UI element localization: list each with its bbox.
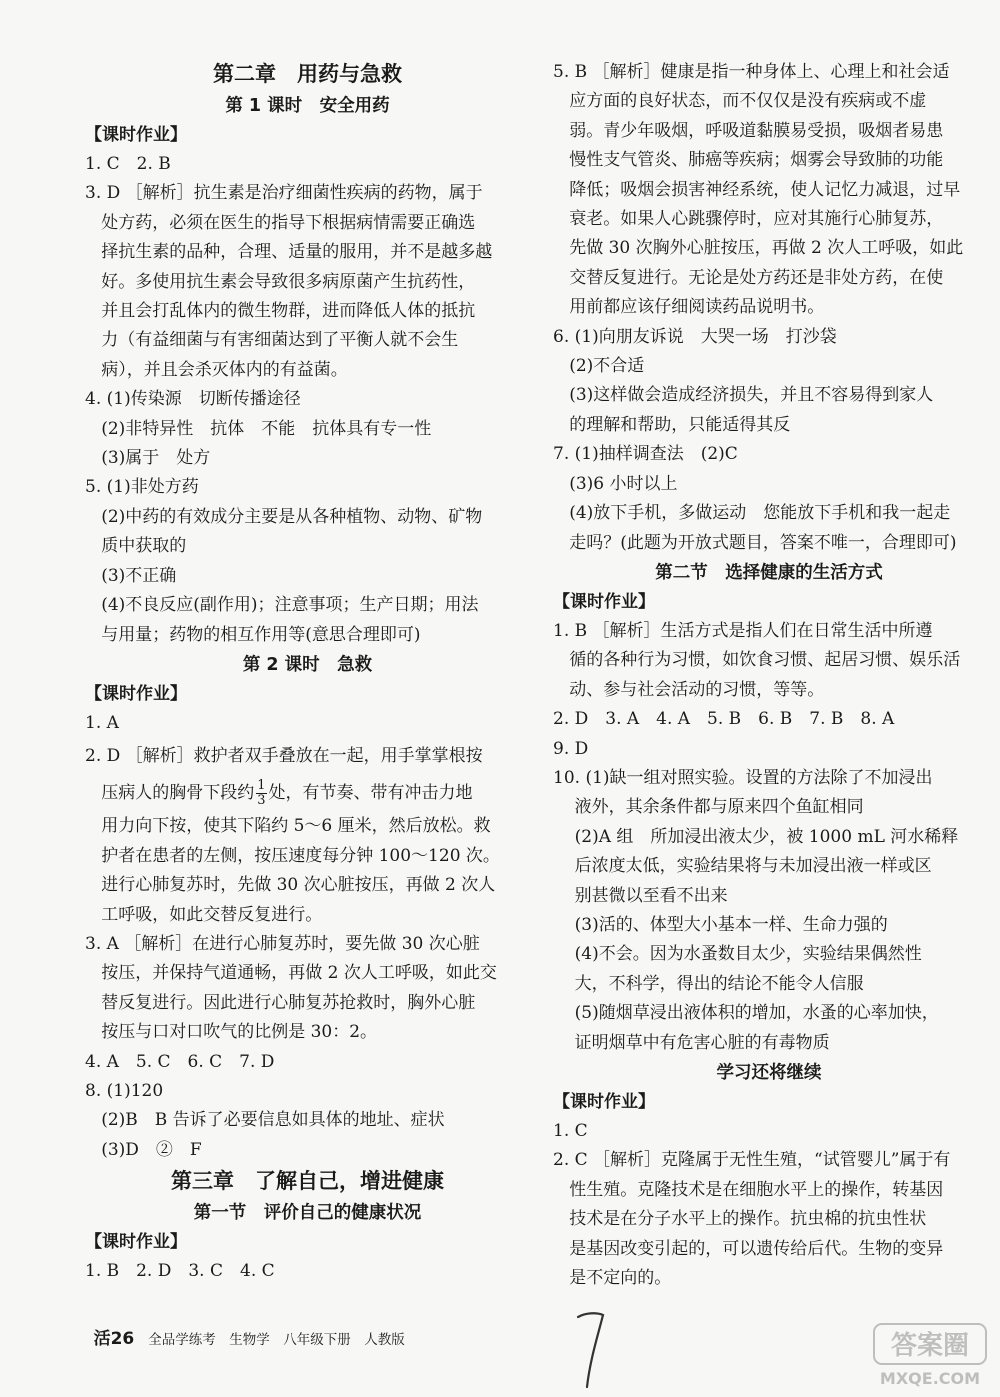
answer-line: 10. (1)缺一组对照实验。设置的方法除了不加浸出 [553,767,933,788]
fraction-numerator: 1 [257,778,266,794]
answer-line: 2. D ［解析］救护者双手叠放在一起，用手掌掌根按 [85,746,483,767]
answer-line: 处方药，必须在医生的指导下根据病情需要正确选 [85,212,476,233]
answer-line: 1. C 2. B [85,154,171,174]
answer-line: 4. A 5. C 6. C 7. D [85,1051,275,1072]
answer-line: (3)D ② F [85,1139,202,1160]
right-column [553,58,985,1293]
answer-line: (3)这样做会造成经济损失，并且不容易得到家人 [553,385,934,406]
answer-line: 应方面的良好状态，而不仅仅是没有疾病或不虚 [553,91,927,112]
answer-line: (2)A 组 所加浸出液太少，被 1000 mL 河水稀释 [553,826,959,847]
page-footer [85,1308,405,1349]
answer-line: 6. (1)向朋友诉说 大哭一场 打沙袋 [553,326,837,347]
answer-line: 用力向下按，使其下陷约 5～6 厘米，然后放松。救 [85,816,491,837]
answer-text: 压病人的胸骨下段约 [85,783,255,804]
answer-line: 3. A ［解析］在进行心肺复苏时，要先做 30 次心脏 [85,933,480,954]
svg-text:MXQE.COM: MXQE.COM [879,1369,981,1388]
answer-line: 8. (1)120 [85,1080,164,1101]
answer-line: 别甚微以至看不出来 [553,885,728,906]
answer-line: 慢性支气管炎、肺癌等疾病；烟雾会导致肺的功能 [553,150,944,171]
section-label: 【课时作业】 [85,125,187,145]
chapter-title: 第二章 用药与急救 [213,62,402,86]
answer-line: 2. D 3. A 4. A 5. B 6. B 7. B 8. A [553,709,895,730]
answer-line: 5. B ［解析］健康是指一种身体上、心理上和社会适 [553,62,950,82]
answer-line: (2)中药的有效成分主要是从各种植物、动物、矿物 [85,506,483,527]
answer-line: 的理解和帮助，只能适得其反 [553,414,791,435]
answer-line: 1. A [85,712,119,733]
answer-line: 衰老。如果人心跳骤停时，应对其施行心肺复苏， [553,209,944,230]
answer-line: 2. C ［解析］克隆属于无性生殖，“试管婴儿”属于有 [553,1150,951,1171]
answer-line: (3)属于 处方 [85,448,211,469]
chapter-title: 第三章 了解自己，增进健康 [171,1169,444,1194]
answer-line: (3)活的、体型大小基本一样、生命力强的 [553,914,888,935]
section-label: 【课时作业】 [553,1092,655,1112]
answer-line: 后浓度太低，实验结果将与未加浸出液一样或区 [553,856,932,877]
section-label: 【课时作业】 [85,683,187,704]
answer-text: 处，有节奏、带有冲击力地 [268,783,473,804]
answer-line: (2)不合适 [553,356,645,377]
answer-line: 并且会打乱体内的微生物群，进而降低人体的抵抗 [85,301,476,322]
answer-line-fraction [85,775,530,812]
answer-line: 循的各种行为习惯，如饮食习惯、起居习惯、娱乐活 [553,650,961,671]
answer-line: (4)不良反应(副作用)；注意事项；生产日期；用法 [85,595,479,616]
fraction-denominator: 3 [257,793,266,809]
answer-line: 护者在患者的左侧，按压速度每分钟 100～120 次。 [85,845,500,866]
answer-line: 技术是在分子水平上的操作。抗虫棉的抗虫性状 [553,1209,927,1230]
answer-line: 动、参与社会活动的习惯，等等。 [553,679,825,700]
section-label: 【课时作业】 [85,1232,187,1253]
answer-line: (4)放下手机，多做运动 您能放下手机和我一起走 [553,503,951,524]
answer-line: 证明烟草中有危害心脏的有毒物质 [553,1032,830,1053]
answer-line: (3)不正确 [85,565,177,586]
answer-line: 走吗？(此题为开放式题目，答案不唯一，合理即可) [553,532,957,553]
answer-line: 7. (1)抽样调查法 (2)C [553,444,738,465]
answer-line: (2)非特异性 抗体 不能 抗体具有专一性 [85,418,432,439]
answer-line: 择抗生素的品种，合理、适量的服用，并不是越多越 [85,242,493,263]
answer-line: 4. (1)传染源 切断传播途径 [85,389,301,410]
handwritten-seven-mark [570,1305,610,1390]
answer-line: 病），并且会杀灭体内的有益菌。 [85,359,348,380]
answer-line: 用前都应该仔细阅读药品说明书。 [553,297,825,318]
answer-line: (5)随烟草浸出液体积的增加，水蚤的心率加快， [553,1003,939,1024]
answer-line: 弱。青少年吸烟，呼吸道黏膜易受损，吸烟者易患 [553,120,944,141]
section-label: 【课时作业】 [553,591,655,612]
lesson-title: 第 2 课时 急救 [242,654,373,675]
answer-line: 质中获取的 [85,536,187,557]
page-number: 活26 [93,1329,135,1349]
answer-line: 1. C [553,1121,588,1141]
answer-line: 大，不科学，得出的结论不能令人信服 [553,973,864,994]
answer-line: (2)B B 告诉了必要信息如具体的地址、症状 [85,1110,445,1131]
answer-line: 性生殖。克隆技术是在细胞水平上的操作，转基因 [553,1179,944,1200]
answer-line: 好。多使用抗生素会导致很多病原菌产生抗药性， [85,271,476,292]
answer-line: 降低；吸烟会损害神经系统，使人记忆力减退，过早 [553,179,961,200]
answer-line: 替反复进行。因此进行心肺复苏抢救时，胸外心脏 [85,992,476,1013]
answer-line: 进行心肺复苏时，先做 30 次心脏按压，再做 2 次人 [85,875,496,896]
answer-line: 液外，其余条件都与原来四个鱼缸相同 [553,797,864,818]
answer-line: (4)不会。因为水蚤数目太少，实验结果偶然性 [553,944,922,965]
lesson-title: 第 1 课时 安全用药 [225,96,390,116]
answer-line: 先做 30 次胸外心脏按压，再做 2 次人工呼吸，如此 [553,238,964,259]
answer-line: 5. (1)非处方药 [85,477,199,498]
answer-line: 力（有益细菌与有害细菌达到了平衡人就不会生 [85,330,459,351]
answer-line: 是基因改变引起的，可以遗传给后代。生物的变异 [553,1238,944,1259]
fraction [256,779,266,808]
answer-line: 与用量；药物的相互作用等(意思合理即可) [85,624,421,645]
answer-line: 按压，并保持气道通畅，再做 2 次人工呼吸，如此交 [85,963,497,984]
answer-line: 1. B ［解析］生活方式是指人们在日常生活中所遵 [553,620,933,641]
answer-line: 按压与口对口吹气的比例是 30：2。 [85,1022,378,1043]
answer-line: 3. D ［解析］抗生素是治疗细菌性疾病的药物，属于 [85,183,483,204]
left-column [85,58,530,1287]
answer-line: 交替反复进行。无论是处方药还是非处方药，在使 [553,267,944,288]
lesson-title: 第一节 评价自己的健康状况 [193,1203,422,1224]
answer-line: 是不定向的。 [553,1268,672,1289]
answer-line: 1. B 2. D 3. C 4. C [85,1261,275,1282]
watermark-stamp-icon [870,1320,990,1390]
footer-text: 全品学练考 生物学 八年级下册 人教版 [148,1332,405,1348]
answer-line: 工呼吸，如此交替反复进行。 [85,904,323,925]
lesson-title: 第二节 选择健康的生活方式 [655,562,883,583]
lesson-title: 学习还将继续 [716,1063,822,1083]
answer-line: (3)6 小时以上 [553,473,678,494]
answer-line: 9. D [553,738,589,759]
svg-text:答案圈: 答案圈 [890,1331,970,1361]
